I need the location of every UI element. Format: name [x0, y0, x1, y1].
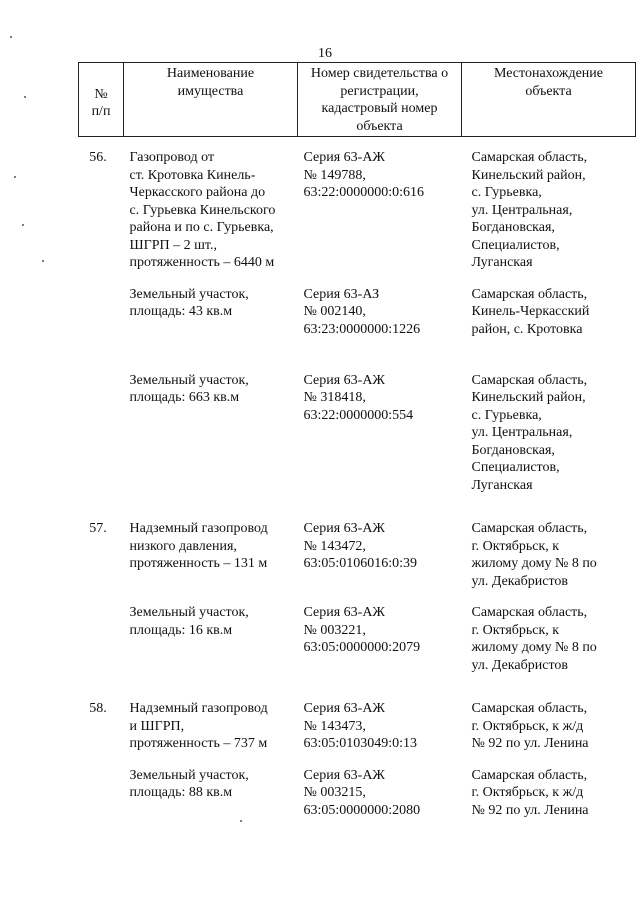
property-name: Земельный участок, площадь: 663 кв.м — [129, 372, 249, 405]
property-name: Газопровод от ст. Кротовка Кинель- Черкасского района до с. Гурьевка Кинельского района и по с. Гурьевка, ШГРП – 2 шт., протяженность – 6440 м — [129, 150, 276, 270]
property-location: Самарская область, Кинельский район, с. Гурьевка, ул. Центральная, Богдановская, Специалистов, Луганская — [471, 372, 588, 493]
property-location: Самарская область, г. Октябрьск, к ж/д № 92 по ул. Ленина — [471, 701, 589, 751]
row-number: 56. — [89, 150, 107, 165]
row-number — [79, 358, 124, 495]
property-location: Самарская область, г. Октябрьск, к ж/д № 92 по ул. Ленина — [471, 767, 589, 818]
table-row — [79, 590, 636, 674]
table-row — [79, 674, 636, 753]
certificate-number: Серия 63-АЖ № 143473, 63:05:0103049:0:13 — [303, 701, 418, 751]
property-table — [78, 62, 636, 819]
certificate-number: Серия 63-АЖ № 149788, 63:22:0000000:0:616 — [303, 150, 425, 200]
row-number — [79, 590, 124, 674]
header-certificate: Номер свидетельства о регистрации, кадастровый номер объекта — [298, 63, 462, 137]
header-name: Наименование имущества — [124, 63, 298, 137]
table-row — [79, 137, 636, 272]
property-location: Самарская область, г. Октябрьск, к жилому дому № 8 по ул. Декабристов — [471, 605, 597, 673]
table-row — [79, 358, 636, 495]
certificate-number: Серия 63-АЖ № 143472, 63:05:0106016:0:39 — [303, 521, 418, 571]
property-location: Самарская область, г. Октябрьск, к жилому дому № 8 по ул. Декабристов — [471, 521, 597, 589]
property-name: Земельный участок, площадь: 16 кв.м — [129, 605, 249, 638]
certificate-number: Серия 63-АЖ № 003221, 63:05:0000000:2079 — [303, 605, 421, 655]
header-location: Местонахождение объекта — [462, 63, 636, 137]
row-number: 57. — [89, 521, 107, 536]
property-name: Надземный газопровод и ШГРП, протяженность – 737 м — [129, 701, 268, 751]
table-row — [79, 272, 636, 358]
certificate-number: Серия 63-АЖ № 003215, 63:05:0000000:2080 — [303, 767, 421, 818]
table-header-row — [79, 63, 636, 137]
property-name: Земельный участок, площадь: 88 кв.м — [129, 767, 249, 800]
header-number: № п/п — [79, 63, 124, 137]
property-location: Самарская область, Кинель-Черкасский район, с. Кротовка — [471, 286, 590, 337]
page-number: 16 — [318, 46, 332, 61]
certificate-number: Серия 63-АЖ № 318418, 63:22:0000000:554 — [303, 372, 414, 423]
row-number: 58. — [89, 701, 107, 716]
table-row — [79, 494, 636, 590]
property-location: Самарская область, Кинельский район, с. Гурьевка, ул. Центральная, Богдановская, Специалистов, Луганская — [471, 150, 588, 270]
row-number — [79, 753, 124, 820]
row-number — [79, 272, 124, 358]
certificate-number: Серия 63-АЗ № 002140, 63:23:0000000:1226 — [303, 286, 421, 337]
property-name: Надземный газопровод низкого давления, протяженность – 131 м — [129, 521, 268, 571]
table-row — [79, 753, 636, 820]
property-name: Земельный участок, площадь: 43 кв.м — [129, 286, 249, 319]
